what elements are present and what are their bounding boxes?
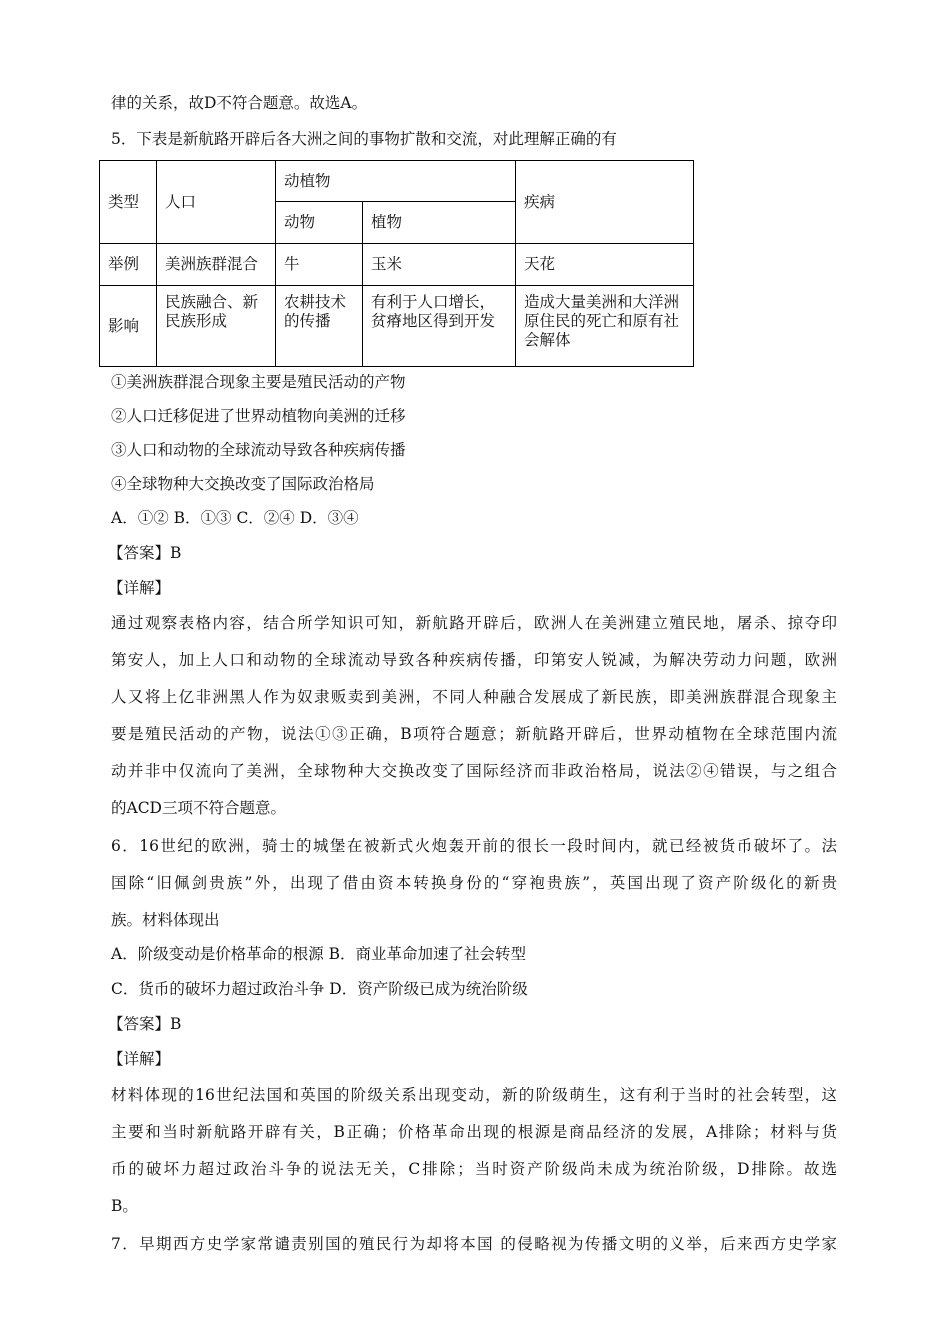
- question-6-line: 族。材料体现出: [111, 911, 220, 929]
- choices-6-row-2: C．货币的破坏力超过政治斗争 D．资产阶级已成为统治阶级: [111, 980, 528, 998]
- answer-6: 【答案】B: [108, 1015, 182, 1033]
- paragraph-line: 通过观察表格内容，结合所学知识可知，新航路开辟后，欧洲人在美洲建立殖民地，屠杀、掠夺印: [111, 614, 837, 632]
- question-6-line: 国除“旧佩剑贵族”外，出现了借由资本转换身份的“穿袍贵族”，英国出现了资产阶级化的新贵: [111, 874, 837, 892]
- detail-heading-5: 【详解】: [108, 579, 171, 597]
- table-header-type: 类型: [100, 161, 157, 244]
- paragraph-line: 的ACD三项不符合题意。: [111, 799, 286, 817]
- table-cell: 影响: [100, 286, 157, 367]
- table-cell: 举例: [100, 244, 157, 286]
- option-2: ②人口迁移促进了世界动植物向美洲的迁移: [111, 407, 406, 425]
- question-5: 5．下表是新航路开辟后各大洲之间的事物扩散和交流，对此理解正确的有: [111, 130, 617, 148]
- table-cell: 牛: [276, 244, 363, 286]
- choices-5: A．①② B．①③ C．②④ D．③④: [111, 509, 359, 527]
- table-cell: 玉米: [363, 244, 516, 286]
- paragraph-line: 材料体现的16世纪法国和英国的阶级关系出现变动，新的阶级萌生，这有利于当时的社会转型，这: [111, 1086, 837, 1104]
- paragraph-line: 要是殖民活动的产物，说法①③正确，B项符合题意；新航路开辟后，世界动植物在全球范围内流: [111, 725, 837, 743]
- table-cell: 农耕技术的传播: [276, 286, 363, 367]
- paragraph-line: 人又将上亿非洲黑人作为奴隶贩卖到美洲，不同人种融合发展成了新民族，即美洲族群混合现象主: [111, 688, 837, 706]
- table-header-population: 人口: [157, 161, 276, 244]
- table-cell: 造成大量美洲和大洋洲原住民的死亡和原有社会解体: [516, 286, 694, 367]
- table-header-animal: 动物: [276, 202, 363, 244]
- table-cell: 有利于人口增长，贫瘠地区得到开发: [363, 286, 516, 367]
- table-header-animals-plants: 动植物: [276, 161, 516, 202]
- paragraph-line: 币的破坏力超过政治斗争的说法无关，C排除；当时资产阶级尚未成为统治阶级，D排除。故选: [111, 1160, 837, 1178]
- paragraph-line: 主要和当时新航路开辟有关，B正确；价格革命出现的根源是商品经济的发展，A排除；材料与货: [111, 1123, 837, 1141]
- table-cell: 美洲族群混合: [157, 244, 276, 286]
- table-header-plant: 植物: [363, 202, 516, 244]
- option-1: ①美洲族群混合现象主要是殖民活动的产物: [111, 373, 406, 391]
- table-header-disease: 疾病: [516, 161, 694, 244]
- table-cell: 天花: [516, 244, 694, 286]
- paragraph-line: 第安人，加上人口和动物的全球流动导致各种疾病传播，印第安人锐减，为解决劳动力问题，欧洲: [111, 651, 837, 669]
- detail-5-paragraph: [111, 605, 837, 827]
- option-3: ③人口和动物的全球流动导致各种疾病传播: [111, 441, 406, 459]
- choices-6-row-1: A．阶级变动是价格革命的根源 B．商业革命加速了社会转型: [111, 945, 527, 963]
- table-cell: 民族融合、新民族形成: [157, 286, 276, 367]
- text-line: 律的关系，故D不符合题意。故选A。: [111, 94, 368, 112]
- detail-6-paragraph: [111, 1077, 837, 1225]
- option-4: ④全球物种大交换改变了国际政治格局: [111, 475, 375, 493]
- exchange-table: [99, 160, 694, 367]
- paragraph-line: B。: [111, 1197, 138, 1215]
- detail-heading-6: 【详解】: [108, 1050, 171, 1068]
- question-6-line: 6．16世纪的欧洲，骑士的城堡在被新式火炮轰开前的很长一段时间内，就已经被货币破坏了。法: [111, 837, 837, 855]
- answer-5: 【答案】B: [108, 544, 182, 562]
- question-7: 7．早期西方史学家常谴责别国的殖民行为却将本国 的侵略视为传播文明的义举，后来西方史学家: [111, 1235, 837, 1253]
- paragraph-line: 动并非中仅流向了美洲，全球物种大交换改变了国际经济而非政治格局，说法②④错误，与之组合: [111, 762, 837, 780]
